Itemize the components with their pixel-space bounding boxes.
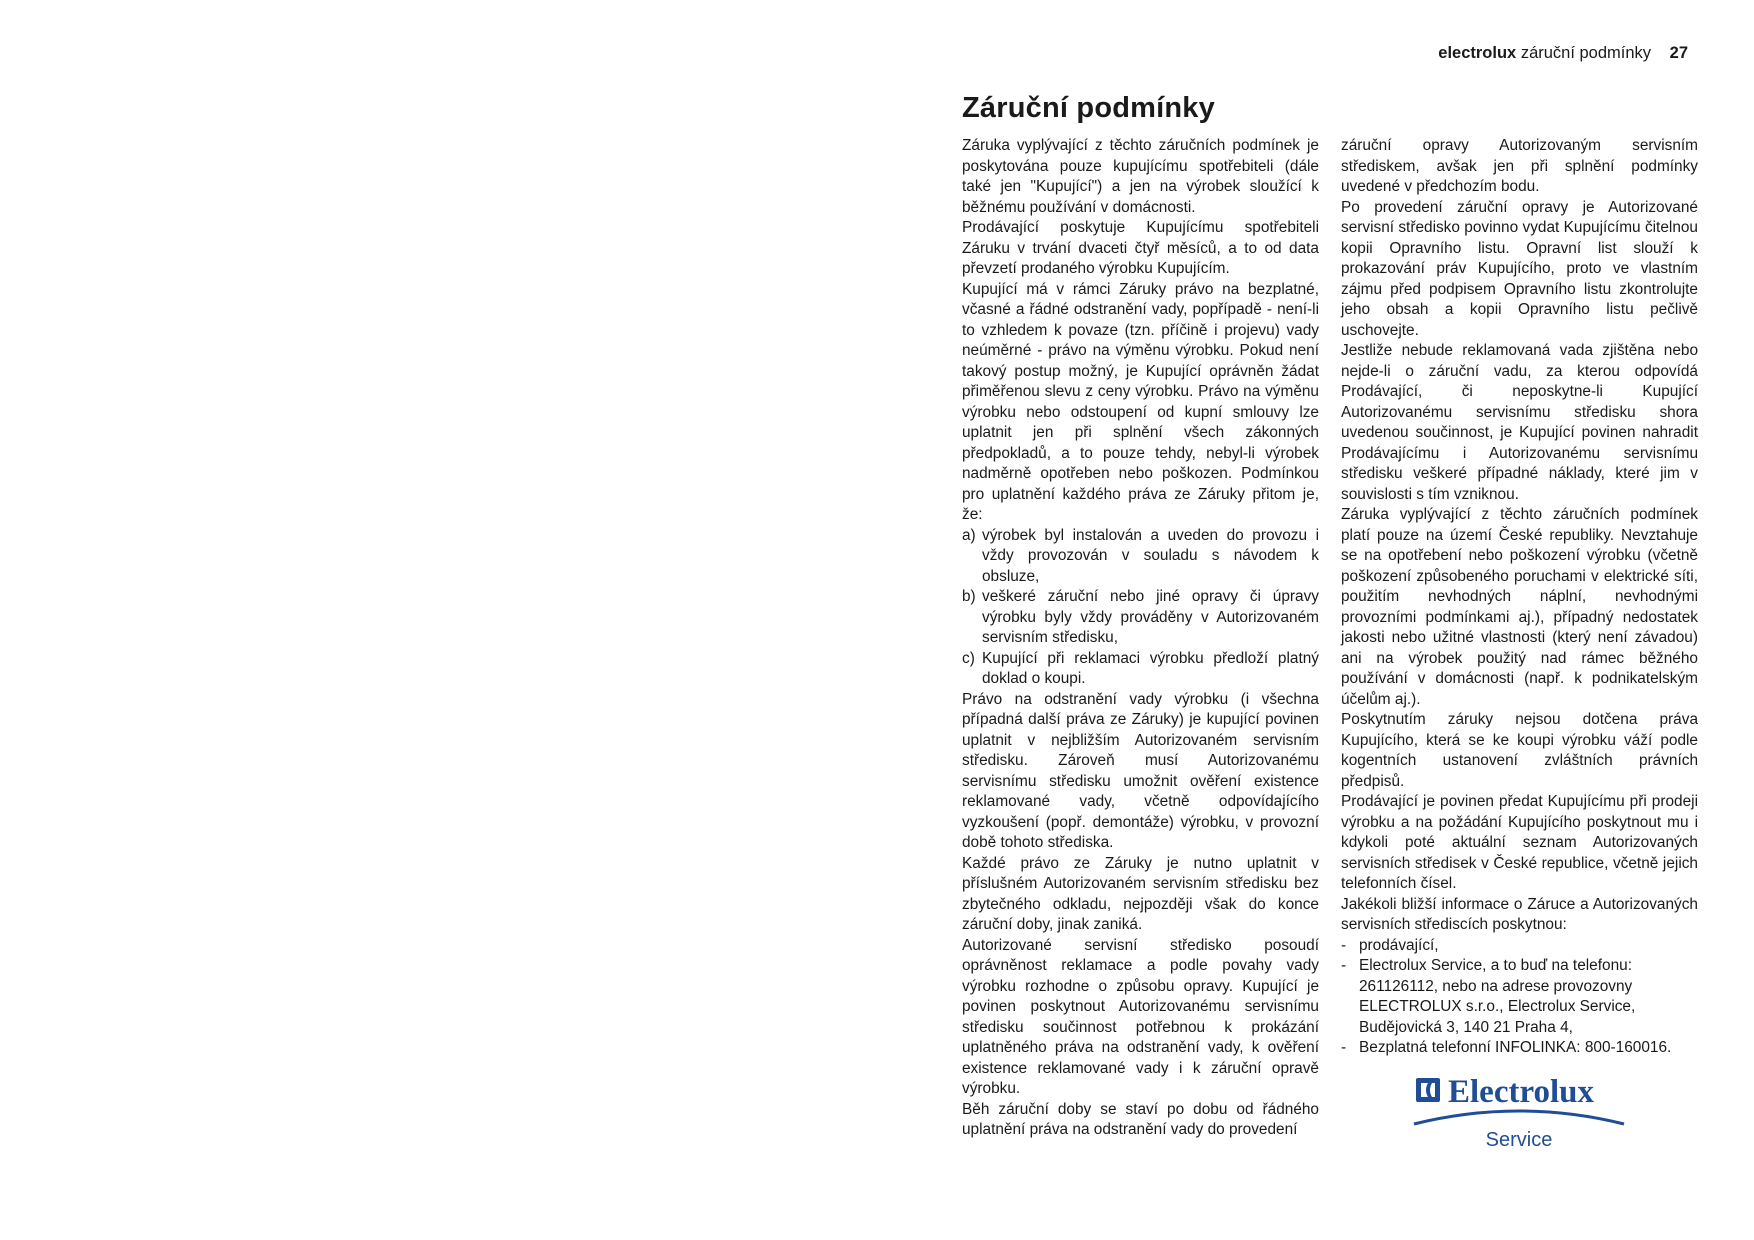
paragraph: Autorizované servisní středisko posoudí oprávněnost reklamace a podle povahy vady výrobku rozhodne o způsobu opravy. Kupující je povinen poskytnout Autorizovanému servisnímu středisku součinnost potřebnou k prokázání uplatněného práva na odstranění vady, k ověření existence reklamované vady i k záruční opravě výrobku. [962, 936, 1319, 1097]
list-item [962, 526, 1319, 588]
paragraph: Jakékoli bližší informace o Záruce a Autorizovaných servisních střediscích poskytnou: [1341, 895, 1698, 933]
paragraph: Záruka vyplývající z těchto záručních podmínek platí pouze na území České republiky. Nevztahuje se na opotřebení nebo poškození výrobku (včetně poškození způsobeného poruchami v elektrické síti, použitím nevhodných náplní, nevhodnými provozními podmínkami aj.), případný nedostatek jakosti nebo užitné vlastnosti (který není závadou) ani na výrobek použitý nad rámec běžného používání v domácnosti (např. k podnikatelským účelům aj.). [1341, 506, 1698, 708]
list-item [962, 649, 1319, 690]
list-item-text: veškeré záruční nebo jiné opravy či úpravy výrobku byly vždy prováděny v Autorizovaném servisním středisku, [982, 588, 1319, 646]
list-marker: - [1341, 1039, 1347, 1056]
list-item-text: prodávající, [1359, 936, 1439, 954]
electrolux-symbol-icon [1416, 1078, 1440, 1102]
paragraph: Prodávající je povinen předat Kupujícímu při prodeji výrobku a na požádání Kupujícího poskytnout mu i kdykoli poté aktuální seznam Autorizovaných servisních středisek v České republice, včetně jejich telefonních čísel. [1341, 793, 1698, 892]
list-item [1341, 1038, 1698, 1059]
page-header [1438, 43, 1688, 63]
paragraph: Jestliže nebude reklamovaná vada zjištěna nebo nejde-li o záruční vadu, za kterou odpovídá Prodávající, či neposkytne-li Kupující Autorizovanému servisnímu středisku shora uvedenou součinnost, je Kupující povinen nahradit Prodávajícímu i Autorizovanému servisnímu středisku veškeré případné náklady, které jim v souvislosti s tím vzniknou. [1341, 342, 1698, 503]
left-column [962, 136, 1319, 1141]
paragraph: Po provedení záruční opravy je Autorizované servisní středisko povinno vydat Kupujícímu čitelnou kopii Opravního listu. Opravní list slouží k prokazování práv Kupujícího, proto ve vlastním zájmu před podpisem Opravního listu zkontrolujte jeho obsah a kopii Opravního listu pečlivě uschovejte. [1341, 198, 1698, 339]
list-item [962, 587, 1319, 649]
page-number: 27 [1669, 44, 1688, 62]
list-marker: - [1341, 936, 1347, 954]
list-item-text: Bezplatná telefonní INFOLINKA: 800-160016. [1359, 1039, 1672, 1056]
logo-wordmark: Electrolux [1448, 1074, 1595, 1110]
list-item [1341, 936, 1698, 957]
paragraph: záruční opravy Autorizovaným servisním střediskem, avšak jen při splnění podmínky uvedené v předchozím bodu. [1341, 137, 1698, 195]
paragraph: Prodávající poskytuje Kupujícímu spotřebiteli Záruku v trvání dvaceti čtyř měsíců, a to od data převzetí prodaného výrobku Kupujícím. [962, 219, 1319, 277]
paragraph: Právo na odstranění vady výrobku (i všechna případná další práva ze Záruky) je kupující povinen uplatnit v nejbližším Autorizovaném servisním středisku. Zároveň musí Autorizovanému servisnímu středisku umožnit ověření existence reklamované vady, včetně odpovídajícího vyzkoušení (popř. demontáže) výrobku, v provozní době tohoto střediska. [962, 690, 1319, 851]
header-section: záruční podmínky [1520, 44, 1652, 62]
logo-swoosh-icon [1414, 1111, 1624, 1124]
contacts-list [1341, 936, 1698, 1059]
right-column [1341, 136, 1698, 1059]
paragraph: Poskytnutím záruky nejsou dotčena práva Kupujícího, která se ke koupi výrobku váží podle kogentních ustanovení zvláštních právních předpisů. [1341, 711, 1698, 790]
list-item [1341, 956, 1698, 1038]
header-brand: electrolux [1438, 44, 1517, 62]
page-title: Záruční podmínky [962, 92, 1215, 124]
list-item-text: Electrolux Service, a to buď na telefonu: 261126112, nebo na adrese provozovny ELECTROLUX s.r.o., Electrolux Service, Budějovická 3, 140 21 Praha 4, [1359, 957, 1636, 1036]
paragraph: Záruka vyplývající z těchto záručních podmínek je poskytována pouze kupujícímu spotřebiteli (dále také jen "Kupující") a jen na výrobek sloužící k běžnému používání v domácnosti. [962, 137, 1319, 216]
list-marker: c) [962, 649, 975, 667]
list-item-text: Kupující při reklamaci výrobku předloží platný doklad o koupi. [982, 649, 1319, 687]
paragraph: Každé právo ze Záruky je nutno uplatnit v příslušném Autorizovaném servisním středisku bez zbytečného odkladu, nejpozději však do konce záruční doby, jinak zaniká. [962, 854, 1319, 933]
electrolux-service-logo [1412, 1068, 1627, 1152]
paragraph: Kupující má v rámci Záruky právo na bezplatné, včasné a řádné odstranění vady, popřípadě - není-li to vzhledem k povaze (tzn. příčině i projevu) vady neúměrné - právo na výměnu výrobku. Pokud není takový postup možný, je Kupující oprávněn žádat přiměřenou slevu z ceny výrobku. Právo na výměnu výrobku nebo odstoupení od kupní smlouvy lze uplatnit jen při splnění všech zákonných předpokladů, a to pouze tehdy, nebyl-li výrobek nadměrně opotřeben nebo poškozen. Podmínkou pro uplatnění každého práva ze Záruky přitom je, že: [962, 280, 1319, 523]
list-item-text: výrobek byl instalován a uveden do provozu i vždy provozován v souladu s návodem k obsluze, [982, 526, 1319, 585]
list-marker: b) [962, 588, 976, 605]
logo-subtitle: Service [1485, 1129, 1553, 1151]
list-marker: - [1341, 957, 1347, 974]
conditions-list [962, 526, 1319, 690]
list-marker: a) [962, 526, 976, 544]
paragraph: Běh záruční doby se staví po dobu od řádného uplatnění práva na odstranění vady do provedení [962, 1100, 1319, 1138]
